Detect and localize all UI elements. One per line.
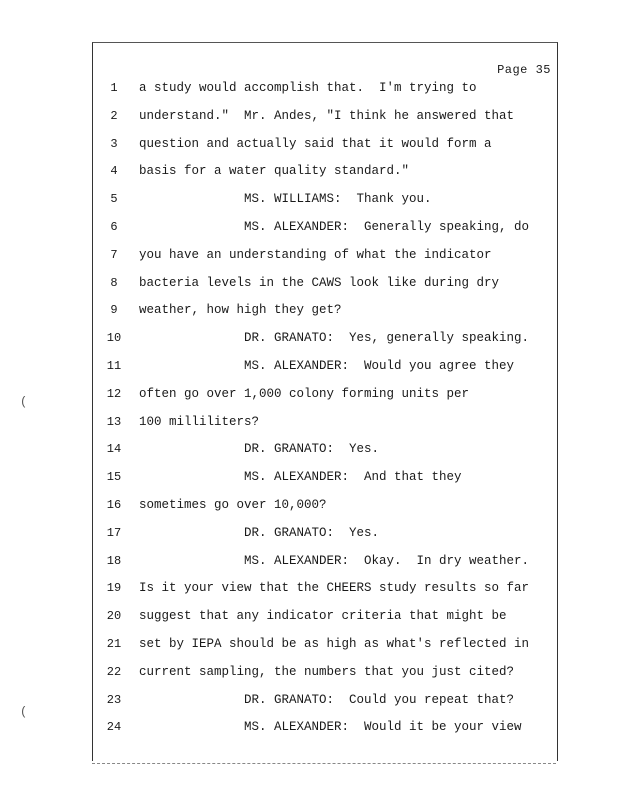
line-text: DR. GRANATO: Yes, generally speaking. bbox=[139, 331, 530, 346]
line-number: 21 bbox=[106, 637, 122, 651]
line-number: 5 bbox=[110, 192, 118, 207]
line-number: 10 bbox=[106, 331, 122, 346]
bottom-rule bbox=[92, 763, 556, 764]
line-text: current sampling, the numbers that you just cited? bbox=[139, 664, 515, 679]
transcript-line bbox=[93, 192, 557, 220]
line-text: suggest that any indicator criteria that might be bbox=[139, 609, 507, 624]
transcript-line bbox=[93, 665, 557, 693]
line-number: 6 bbox=[110, 220, 118, 234]
line-text: you have an understanding of what the indicator bbox=[139, 247, 492, 262]
line-text: MS. ALEXANDER: Okay. In dry weather. bbox=[139, 553, 530, 568]
transcript-line bbox=[93, 720, 557, 748]
line-text: bacteria levels in the CAWS look like during dry bbox=[139, 275, 500, 290]
line-text: basis for a water quality standard." bbox=[139, 164, 410, 179]
line-text: MS. ALEXANDER: And that they bbox=[139, 470, 462, 485]
transcript-line bbox=[93, 442, 557, 470]
line-number: 4 bbox=[110, 164, 118, 179]
transcript-line bbox=[93, 637, 557, 665]
line-number: 17 bbox=[106, 525, 122, 540]
line-number: 20 bbox=[106, 609, 122, 624]
line-number: 12 bbox=[106, 386, 122, 401]
transcript-line bbox=[93, 554, 557, 582]
transcript-line bbox=[93, 109, 557, 137]
line-number: 15 bbox=[106, 470, 122, 485]
line-text: weather, how high they get? bbox=[139, 303, 342, 318]
line-text: question and actually said that it would form a bbox=[139, 136, 492, 151]
line-number: 16 bbox=[106, 498, 122, 512]
line-text: Is it your view that the CHEERS study results so far bbox=[139, 581, 530, 596]
transcript-line bbox=[93, 498, 557, 526]
line-text: a study would accomplish that. I'm trying to bbox=[139, 81, 477, 95]
transcript-line bbox=[93, 137, 557, 165]
page-number: Page 35 bbox=[497, 63, 551, 77]
line-text: DR. GRANATO: Yes. bbox=[139, 525, 380, 540]
margin-mark: ( bbox=[20, 395, 28, 409]
line-text: understand." Mr. Andes, "I think he answered that bbox=[139, 108, 515, 123]
line-text: set by IEPA should be as high as what's reflected in bbox=[139, 637, 530, 651]
line-number: 7 bbox=[110, 247, 118, 262]
transcript-line bbox=[93, 581, 557, 609]
line-text: often go over 1,000 colony forming units per bbox=[139, 386, 470, 401]
transcript-line bbox=[93, 331, 557, 359]
transcript-line bbox=[93, 470, 557, 498]
transcript-line bbox=[93, 359, 557, 387]
transcript-line bbox=[93, 609, 557, 637]
line-number: 22 bbox=[106, 664, 122, 679]
line-number: 24 bbox=[106, 720, 122, 735]
line-number: 9 bbox=[110, 303, 118, 318]
transcript-line bbox=[93, 164, 557, 192]
line-number: 11 bbox=[106, 359, 122, 373]
line-text: MS. ALEXANDER: Would you agree they bbox=[139, 359, 515, 373]
transcript-line bbox=[93, 248, 557, 276]
line-number: 23 bbox=[106, 692, 122, 707]
transcript-line bbox=[93, 387, 557, 415]
line-number: 18 bbox=[106, 553, 122, 568]
transcript-line bbox=[93, 526, 557, 554]
line-text: 100 milliliters? bbox=[139, 414, 260, 429]
line-text: MS. ALEXANDER: Generally speaking, do bbox=[139, 220, 530, 234]
line-number: 14 bbox=[106, 442, 122, 457]
transcript-line bbox=[93, 415, 557, 443]
line-number: 3 bbox=[110, 136, 118, 151]
line-text: DR. GRANATO: Could you repeat that? bbox=[139, 692, 515, 707]
transcript-line bbox=[93, 276, 557, 304]
transcript-page bbox=[92, 42, 558, 761]
transcript-line bbox=[93, 220, 557, 248]
line-number: 13 bbox=[106, 414, 122, 429]
line-text: DR. GRANATO: Yes. bbox=[139, 442, 380, 457]
transcript-line bbox=[93, 303, 557, 331]
margin-mark: ( bbox=[20, 705, 28, 719]
line-number: 1 bbox=[110, 81, 118, 95]
transcript-line bbox=[93, 693, 557, 721]
line-number: 2 bbox=[110, 108, 118, 123]
line-number: 8 bbox=[110, 275, 118, 290]
transcript-line bbox=[93, 81, 557, 109]
line-text: MS. WILLIAMS: Thank you. bbox=[139, 192, 432, 207]
line-text: MS. ALEXANDER: Would it be your view bbox=[139, 720, 522, 735]
line-text: sometimes go over 10,000? bbox=[139, 498, 327, 512]
line-number: 19 bbox=[106, 581, 122, 596]
